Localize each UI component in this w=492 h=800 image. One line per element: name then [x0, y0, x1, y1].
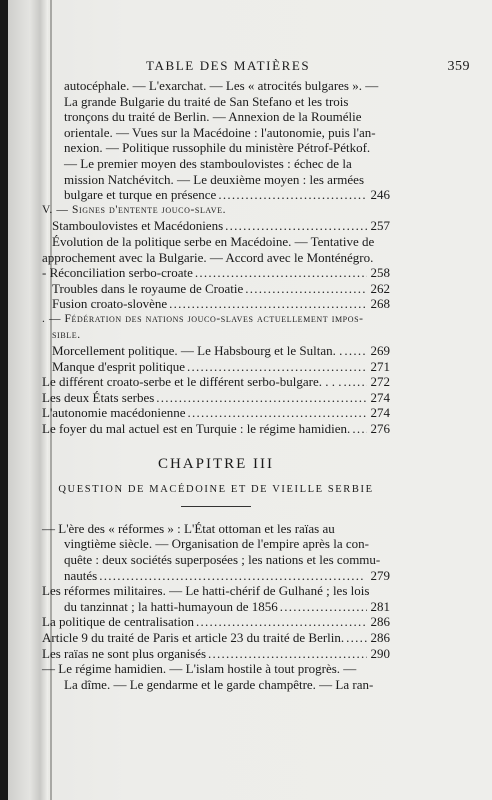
toc-entry: Manque d'esprit politique . . . 271 — [42, 359, 390, 375]
toc-line: — Le régime hamidien. — L'islam hostile à tout progrès. — — [42, 661, 357, 677]
toc-line: Évolution de la politique serbe en Macédoine. — Tentative de — [52, 233, 375, 249]
chapter-rule — [181, 506, 251, 507]
running-title: TABLE DES MATIÈRES — [146, 58, 311, 73]
section-heading: . — Fédération des nations jouco-slaves actuellement impos- — [42, 312, 364, 325]
toc-page-ref: 246 — [370, 187, 390, 203]
toc-entry: Le différent croato-serbe et le différent serbo-bulgare. . . . . . . 272 — [42, 374, 390, 390]
toc-entry: Stamboulovistes et Macédoniens . . . 257 — [42, 218, 390, 234]
toc-line: Les réformes militaires. — Le hatti-chérif de Gulhané ; les lois — [42, 583, 370, 599]
toc-entry: Article 9 du traité de Paris et article 23 du traité de Berlin. . . . 286 — [42, 630, 390, 646]
toc-page-ref: 272 — [370, 374, 390, 390]
toc-entry: Les raïas ne sont plus organisés . . . 290 — [42, 646, 390, 662]
toc-page-ref: 286 — [370, 630, 390, 645]
toc-entry: La politique de centralisation . . . 286 — [42, 614, 390, 630]
toc-line: vingtième siècle. — Organisation de l'empire après la con- — [64, 536, 369, 552]
toc-entry: Troubles dans le royaume de Croatie . . . 262 — [42, 281, 390, 297]
toc-entry: du tanzinnat ; la hatti-humayoun de 1856 . . . 281 — [42, 599, 390, 615]
toc-entry: Le foyer du mal actuel est en Turquie : le régime hamidien. . . . 276 — [42, 421, 390, 437]
page-number: 359 — [447, 59, 470, 74]
toc-page-ref: 274 — [370, 389, 390, 405]
table-of-contents — [42, 78, 390, 692]
toc-line: La dîme. — Le gendarme et le garde champêtre. — La ran- — [64, 676, 374, 692]
toc-entry: - Réconciliation serbo-croate . . . 258 — [42, 265, 390, 281]
toc-line: autocéphale. — L'exarchat. — Les « atrocités bulgares ». — — [64, 78, 379, 93]
toc-page-ref: 269 — [370, 343, 390, 359]
toc-page-ref: 268 — [370, 296, 390, 312]
toc-line: La grande Bulgarie du traité de San Stefano et les trois — [64, 93, 349, 109]
toc-entry: Les deux États serbes . . . 274 — [42, 390, 390, 406]
toc-page-ref: 279 — [370, 567, 390, 583]
running-header — [146, 58, 470, 75]
chapter-title: CHAPITRE III — [157, 455, 275, 472]
toc-line: approchement avec la Bulgarie. — Accord avec le Monténégro. — [42, 249, 374, 265]
toc-line: — L'ère des « réformes » : L'État ottoman et les raïas au — [42, 520, 335, 536]
toc-line: quête : deux sociétés superposées ; les nations et les commu- — [64, 552, 381, 568]
toc-entry: nautés . . . 279 — [42, 568, 390, 584]
toc-page-ref: 257 — [370, 218, 390, 234]
toc-entry: Morcellement politique. — Le Habsbourg et le Sultan. . . . . 269 — [42, 343, 390, 359]
toc-page-ref: 286 — [370, 614, 390, 630]
toc-entry: Fusion croato-slovène . . . 268 — [42, 296, 390, 312]
toc-page-ref: 271 — [370, 358, 390, 374]
section-heading: sible. — [52, 328, 81, 341]
toc-page-ref: 258 — [370, 265, 390, 281]
toc-entry: L'autonomie macédonienne . . . 274 — [42, 405, 390, 421]
toc-line: orientale. — Vues sur la Macédoine : l'autonomie, puis l'an- — [64, 124, 376, 140]
toc-page-ref: 262 — [370, 280, 390, 296]
toc-line: nexion. — Politique russophile du ministère Pétrof-Pétkof. — [64, 140, 371, 156]
toc-page-ref: 290 — [370, 645, 390, 661]
toc-entry: bulgare et turque en présence . . . 246 — [42, 187, 390, 203]
toc-page-ref: 274 — [370, 405, 390, 421]
chapter-subtitle: QUESTION DE MACÉDOINE ET DE VIEILLE SERBIE — [58, 484, 374, 496]
section-heading: V. — Signes d'entente jouco-slave. — [42, 203, 227, 216]
toc-line: mission Natchévitch. — Le deuxième moyen : les armées — [64, 171, 364, 187]
toc-page-ref: 276 — [370, 421, 390, 437]
toc-page-ref: 281 — [370, 598, 390, 614]
toc-line: tronçons du traité de Berlin. — Annexion de la Roumélie — [64, 109, 362, 125]
toc-line: — Le premier moyen des stamboulovistes : échec de la — [64, 155, 352, 171]
